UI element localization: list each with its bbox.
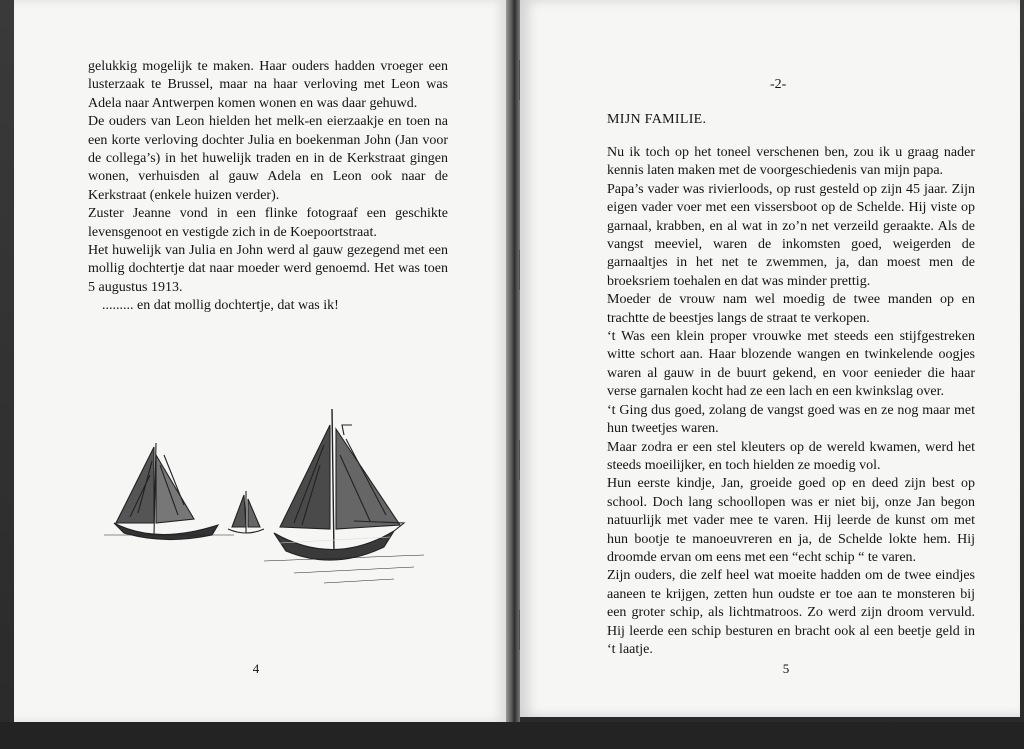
paragraph: De ouders van Leon hielden het melk-en eierzaakje en toen na een korte verloving dochter Julia en boekenman John (Jan voor de collega’s) in het huwelijk traden en in de Kerkstraat gingen wonen, verhuisden al gauw Adela en Leon ook naar de Kerkstraat (enkele huizen verder). (88, 114, 448, 203)
paragraph: Papa’s vader was rivierloods, op rust gesteld op zijn 45 jaar. Zijn eigen vader voer met een vissersboot op de Schelde. Hij viste op garnaal, krabben, en al wat in zo’n net verzeild geraakte. Als de vangst meeviel, waren de inkomsten goed, weigerden de garnaaltjes in het net te zwemmen, ja, dan moest men de broeksriem toehalen en dat was minder prettig. (607, 181, 975, 289)
chapter-number: -2- (770, 77, 787, 92)
closing-line: ......... en dat mollig dochtertje, dat was ik! (102, 298, 339, 314)
left-page (14, 0, 506, 722)
paragraph: Nu ik toch op het toneel verschenen ben, zou ik u graag nader kennis laten maken met de voorgeschiedenis van mijn papa. (607, 145, 975, 179)
page-number: 5 (782, 661, 790, 676)
scan-bottom-edge (0, 722, 1024, 749)
sailing-boats-illustration (94, 395, 454, 615)
paragraph: Zijn ouders, die zelf heel wat moeite hadden om de twee eindjes aaneen te krijgen, zetten hun oudste er toe aan te monsteren bij een groter schip, als lichtmatroos. Zo werd zijn droom vervuld. Hij leerde een schip besturen en bracht ook al een beetje geld in ‘t laatje. (607, 568, 975, 657)
right-page (520, 0, 1020, 717)
paragraph: Zuster Jeanne vond in een flinke fotograaf een geschikte levensgenoot en vestigde zich in de Koepoortstraat. (88, 206, 448, 240)
page-number: 4 (252, 661, 260, 676)
paragraph: ‘t Ging dus goed, zolang de vangst goed was en ze nog maar met hun tweetjes waren. (607, 402, 975, 437)
paragraph: ‘t Was een klein proper vrouwke met steeds een stijfgestreken witte schort aan. Haar blozende wangen en twinkelende oogjes waren al gauw in de buurt gekend, en voor eenieder die haar verse garnalen kocht had ze een lach en een kwinkslag over. (607, 329, 975, 400)
paragraph: Hun eerste kindje, Jan, groeide goed op en deed zijn best op school. Doch lang schoollopen was er niet bij, onze Jan begon natuurlijk met vader mee te varen. Hij leerde de kunst om met hun bootje te manoeuvreren en ja, de Schelde lokte hem. Hij droomde ervan om eens met een “echt schip “ te varen. (607, 476, 975, 565)
paragraph: Het huwelijk van Julia en John werd al gauw gezegend met een mollig dochtertje dat naar moeder werd genoemd. Het was toen 5 augustus 1913. (88, 243, 448, 295)
chapter-title: MIJN FAMILIE. (607, 112, 707, 127)
paragraph: Maar zodra er een stel kleuters op de wereld kwamen, werd het steeds moeilijker, en toch hielden ze moedig vol. (607, 439, 975, 473)
paragraph: Moeder de vrouw nam wel moedig de twee manden op en trachtte de beestjes langs de straat te verkopen. (607, 292, 975, 326)
book-gutter (506, 0, 520, 730)
right-page-body (607, 144, 975, 659)
left-page-body (88, 58, 448, 316)
paragraph: gelukkig mogelijk te maken. Haar ouders hadden vroeger een lusterzaak te Brussel, maar na haar verloving met Leon was Adela naar Antwerpen komen wonen en was daar gehuwd. (88, 59, 448, 111)
